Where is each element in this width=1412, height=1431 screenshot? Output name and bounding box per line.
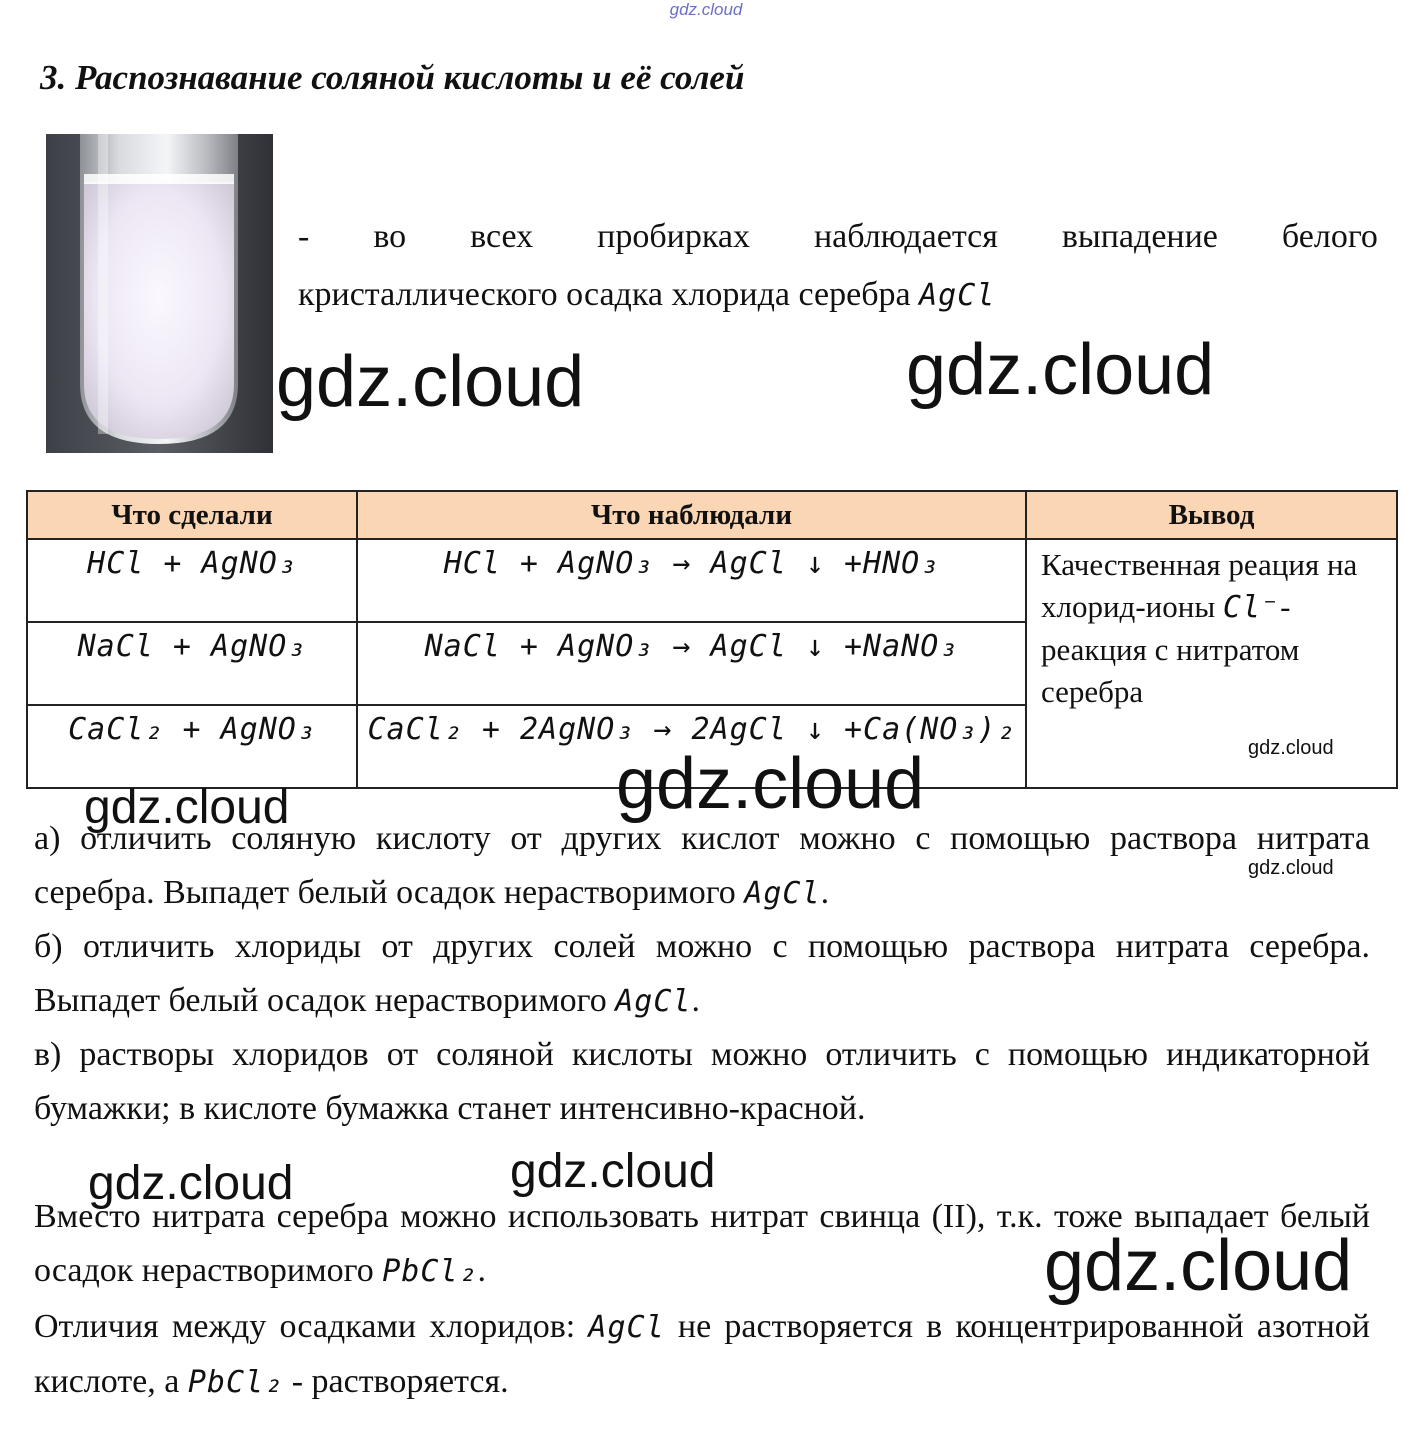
answer-b: б) отличить хлориды от других солей можно с помощью раствора нитрата серебра. Выпадет белый осадок нерастворимого AgCl.: [34, 928, 1370, 1019]
watermark: gdz.cloud: [1248, 737, 1334, 759]
table-header-row: [27, 491, 1397, 539]
watermark: gdz.cloud: [1044, 1226, 1353, 1306]
intro-word: выпадение: [1061, 218, 1218, 255]
differences-text: Отличия между осадками хлоридов:: [34, 1308, 589, 1345]
equation-cell: CaCl₂ + 2AgNO₃ → 2AgCl ↓ +Ca(NO₃)₂: [367, 712, 1016, 747]
answer-c-text: в) растворы хлоридов от соляной кислоты можно отличить с помощью индикаторной бумажки; в кислоте бумажка станет интенсивно-красной.: [34, 1036, 1370, 1127]
header-did: Что сделали: [27, 491, 357, 539]
watermark: gdz.cloud: [88, 1157, 294, 1210]
watermark: gdz.cloud: [510, 1145, 716, 1198]
watermark: gdz.cloud: [276, 342, 585, 422]
chloride-ion-formula: Cl⁻: [1222, 590, 1281, 625]
pbcl2-formula: PbCl₂: [187, 1365, 284, 1400]
intro-word: во: [373, 218, 407, 255]
watermark: gdz.cloud: [1248, 857, 1334, 879]
watermark: gdz.cloud: [84, 781, 290, 834]
intro-word: белого: [1281, 218, 1378, 255]
agcl-formula: AgCl: [615, 984, 692, 1019]
answer-a-text: а) отличить соляную кислоту от других кислот можно с помощью раствора нитрата серебра. Выпадет белый осадок нерастворимого: [34, 820, 1370, 911]
pbcl2-formula: PbCl₂: [382, 1254, 478, 1289]
differences-text: не растворяется в концентрированной азотной кислоте, а: [34, 1308, 1370, 1400]
agcl-formula: AgCl: [744, 876, 821, 911]
section-heading: 3. Распознавание соляной кислоты и её солей: [40, 58, 745, 97]
intro-word: наблюдается: [813, 218, 998, 255]
top-watermark: gdz.cloud: [669, 0, 743, 19]
reagents-cell: NaCl + AgNO₃: [77, 629, 307, 664]
intro-text: кристаллического осадка хлорида серебра: [298, 276, 920, 313]
equation-cell: HCl + AgNO₃ → AgCl ↓ +HNO₃: [443, 546, 940, 581]
intro-word: пробирках: [597, 218, 750, 255]
intro-word: -: [298, 218, 310, 255]
watermark: gdz.cloud: [906, 330, 1215, 410]
reagents-cell: CaCl₂ + AgNO₃: [68, 712, 316, 747]
answer-a: а) отличить соляную кислоту от других кислот можно с помощью раствора нитрата серебра. Выпадет белый осадок нерастворимого AgCl.: [34, 820, 1370, 911]
conclusion-text: - реакция с нитратом серебра: [1041, 589, 1300, 709]
lead-nitrate-paragraph: Вместо нитрата серебра можно использовать нитрат свинца (II), т.к. тоже выпадает белый осадок нерастворимого PbCl₂.: [34, 1198, 1370, 1289]
answer-c: [34, 1028, 1370, 1136]
conclusion-text: Качественная реация на хлорид-ионы: [1041, 547, 1358, 624]
reagents-cell: HCl + AgNO₃: [87, 546, 297, 581]
equation-cell: NaCl + AgNO₃ → AgCl ↓ +NaNO₃: [424, 629, 959, 664]
lead-nitrate-text: Вместо нитрата серебра можно использовать нитрат свинца (II), т.к. тоже выпадает белый осадок нерастворимого: [34, 1198, 1370, 1289]
differences-text: - растворяется.: [283, 1363, 509, 1400]
answer-b-text: б) отличить хлориды от других солей можно с помощью раствора нитрата серебра. Выпадет белый осадок нерастворимого: [34, 928, 1370, 1019]
agcl-formula: AgCl: [919, 278, 996, 313]
header-observed: Что наблюдали: [357, 491, 1026, 539]
table-row: [27, 539, 1397, 622]
intro-dash-line: [298, 218, 1378, 256]
watermark: gdz.cloud: [616, 744, 925, 824]
conclusion-cell: [1026, 539, 1397, 788]
header-conclusion: Вывод: [1026, 491, 1397, 539]
intro-line-2: [298, 276, 995, 314]
agcl-formula: AgCl: [588, 1310, 665, 1345]
differences-paragraph: [34, 1300, 1370, 1410]
test-tube-photo: [46, 134, 273, 453]
intro-word: всех: [470, 218, 534, 255]
